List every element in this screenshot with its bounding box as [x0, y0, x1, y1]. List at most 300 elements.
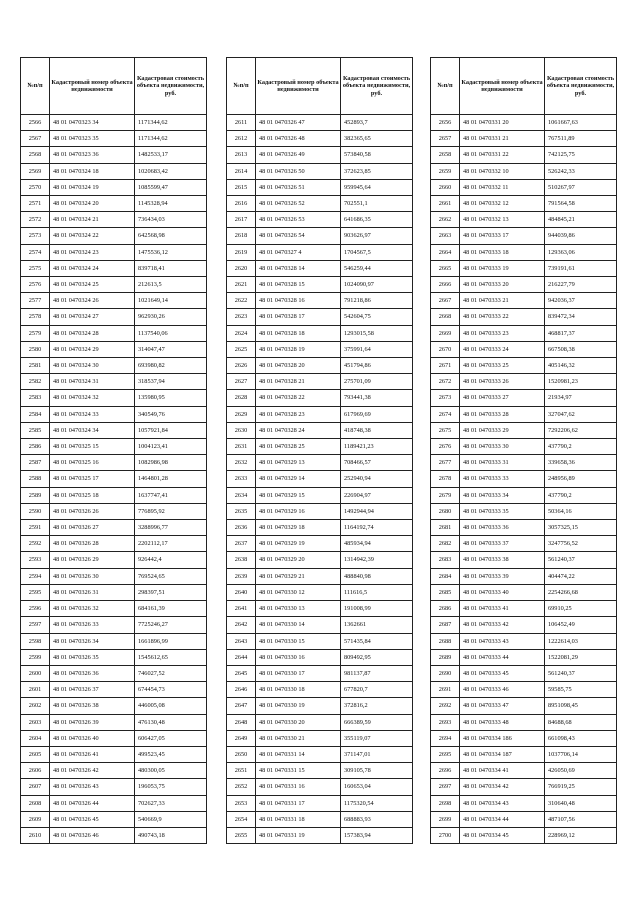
table-row — [227, 649, 413, 665]
cadastral-number-cell: 48 01 0470333 39 — [460, 568, 545, 584]
row-number-cell: 2696 — [431, 763, 460, 779]
table-row — [227, 779, 413, 795]
cadastral-number-cell: 48 01 0470334 187 — [460, 746, 545, 762]
column-header-num: №п/п — [21, 58, 50, 115]
row-number-cell: 2655 — [227, 827, 256, 843]
cadastral-number-cell: 48 01 0470328 24 — [256, 422, 341, 438]
table-row — [227, 244, 413, 260]
cadastral-number-cell: 48 01 0470333 23 — [460, 325, 545, 341]
cadastral-number-cell: 48 01 0470326 28 — [50, 536, 135, 552]
cadastral-value-cell: 160653,04 — [341, 779, 413, 795]
cadastral-value-cell: 252940,94 — [341, 471, 413, 487]
cadastral-value-cell: 767511,89 — [545, 131, 617, 147]
cadastral-number-cell: 48 01 0470333 28 — [460, 406, 545, 422]
cadastral-value-cell: 226904,97 — [341, 487, 413, 503]
table-row — [227, 293, 413, 309]
cadastral-value-cell: 1145328,94 — [135, 196, 207, 212]
row-number-cell: 2665 — [431, 260, 460, 276]
cadastral-number-cell: 48 01 0470324 21 — [50, 212, 135, 228]
cadastral-value-cell: 375991,64 — [341, 341, 413, 357]
cadastral-number-cell: 48 01 0470329 21 — [256, 568, 341, 584]
cadastral-value-cell: 437790,2 — [545, 487, 617, 503]
table-row — [431, 552, 617, 568]
cadastral-number-cell: 48 01 0470330 20 — [256, 714, 341, 730]
table-row — [431, 179, 617, 195]
cadastral-number-cell: 48 01 0470328 16 — [256, 293, 341, 309]
row-number-cell: 2638 — [227, 552, 256, 568]
cadastral-number-cell: 48 01 0470324 25 — [50, 277, 135, 293]
cadastral-value-cell: 1520981,23 — [545, 374, 617, 390]
table-row — [227, 471, 413, 487]
row-number-cell: 2569 — [21, 163, 50, 179]
table-row — [227, 746, 413, 762]
table-row — [431, 827, 617, 843]
cadastral-number-cell: 48 01 0470333 26 — [460, 374, 545, 390]
cadastral-value-cell: 546259,44 — [341, 260, 413, 276]
cadastral-value-cell: 944039,86 — [545, 228, 617, 244]
cadastral-value-cell: 476130,48 — [135, 714, 207, 730]
table-row — [431, 811, 617, 827]
table-row — [21, 552, 207, 568]
cadastral-value-cell: 1164192,74 — [341, 520, 413, 536]
cadastral-value-cell: 405146,32 — [545, 358, 617, 374]
cadastral-number-cell: 48 01 0470329 16 — [256, 503, 341, 519]
table-row — [431, 698, 617, 714]
cadastral-value-cell: 487107,56 — [545, 811, 617, 827]
cadastral-number-cell: 48 01 0470333 46 — [460, 682, 545, 698]
cadastral-value-cell: 561240,37 — [545, 552, 617, 568]
header-row — [21, 58, 207, 115]
cadastral-value-cell: 1037706,14 — [545, 746, 617, 762]
cadastral-value-cell: 310640,48 — [545, 795, 617, 811]
row-number-cell: 2581 — [21, 358, 50, 374]
cadastral-number-cell: 48 01 0470328 17 — [256, 309, 341, 325]
cadastral-value-cell: 157383,94 — [341, 827, 413, 843]
table-row — [21, 633, 207, 649]
table-row — [431, 795, 617, 811]
cadastral-value-cell: 327047,62 — [545, 406, 617, 422]
row-number-cell: 2616 — [227, 196, 256, 212]
table-row — [21, 179, 207, 195]
cadastral-value-cell: 248956,89 — [545, 471, 617, 487]
cadastral-number-cell: 48 01 0470323 35 — [50, 131, 135, 147]
row-number-cell: 2678 — [431, 471, 460, 487]
table-row — [21, 212, 207, 228]
row-number-cell: 2661 — [431, 196, 460, 212]
cadastral-value-cell: 309105,78 — [341, 763, 413, 779]
cadastral-number-cell: 48 01 0470327 4 — [256, 244, 341, 260]
table-row — [227, 584, 413, 600]
row-number-cell: 2646 — [227, 682, 256, 698]
cadastral-value-cell: 275701,09 — [341, 374, 413, 390]
cadastral-number-cell: 48 01 0470333 30 — [460, 439, 545, 455]
cadastral-value-cell: 677820,7 — [341, 682, 413, 698]
table-row — [21, 520, 207, 536]
cadastral-value-cell: 641686,35 — [341, 212, 413, 228]
cadastral-number-cell: 48 01 0470333 47 — [460, 698, 545, 714]
table-row — [227, 341, 413, 357]
table-row — [431, 503, 617, 519]
row-number-cell: 2677 — [431, 455, 460, 471]
cadastral-value-cell: 355119,07 — [341, 730, 413, 746]
table-row — [21, 779, 207, 795]
table-row — [431, 196, 617, 212]
table-row — [227, 698, 413, 714]
cadastral-value-cell: 1021649,14 — [135, 293, 207, 309]
cadastral-value-cell: 791218,86 — [341, 293, 413, 309]
table-row — [227, 196, 413, 212]
table-row — [227, 309, 413, 325]
cadastral-value-cell: 642568,98 — [135, 228, 207, 244]
cadastral-number-cell: 48 01 0470326 40 — [50, 730, 135, 746]
cadastral-number-cell: 48 01 0470324 27 — [50, 309, 135, 325]
cadastral-number-cell: 48 01 0470325 15 — [50, 439, 135, 455]
table-row — [21, 730, 207, 746]
row-number-cell: 2629 — [227, 406, 256, 422]
table-row — [21, 471, 207, 487]
cadastral-value-cell: 959945,64 — [341, 179, 413, 195]
cadastral-value-cell: 667508,38 — [545, 341, 617, 357]
table-row — [21, 698, 207, 714]
table-row — [431, 439, 617, 455]
row-number-cell: 2578 — [21, 309, 50, 325]
column-header-cadastral-number: Кадастровый номер объекта недвижимости — [50, 58, 135, 115]
row-number-cell: 2606 — [21, 763, 50, 779]
table-row — [227, 406, 413, 422]
row-number-cell: 2586 — [21, 439, 50, 455]
table-row — [21, 763, 207, 779]
row-number-cell: 2631 — [227, 439, 256, 455]
row-number-cell: 2582 — [21, 374, 50, 390]
row-number-cell: 2610 — [21, 827, 50, 843]
column-header-cadastral-value: Кадастровая стоимость объекта недвижимости, руб. — [135, 58, 207, 115]
cadastral-value-cell: 1004123,41 — [135, 439, 207, 455]
table-row — [431, 374, 617, 390]
cadastral-table-2 — [226, 57, 413, 844]
header-row — [227, 58, 413, 115]
table-row — [431, 471, 617, 487]
table-row — [431, 341, 617, 357]
cadastral-number-cell: 48 01 0470331 20 — [460, 115, 545, 131]
row-number-cell: 2651 — [227, 763, 256, 779]
table-row — [227, 633, 413, 649]
column-header-cadastral-value: Кадастровая стоимость объекта недвижимости, руб. — [341, 58, 413, 115]
cadastral-number-cell: 48 01 0470324 30 — [50, 358, 135, 374]
cadastral-value-cell: 490743,18 — [135, 827, 207, 843]
table-row — [431, 277, 617, 293]
table-row — [227, 503, 413, 519]
cadastral-value-cell: 839718,41 — [135, 260, 207, 276]
cadastral-value-cell: 769524,65 — [135, 568, 207, 584]
table-row — [431, 212, 617, 228]
row-number-cell: 2670 — [431, 341, 460, 357]
row-number-cell: 2615 — [227, 179, 256, 195]
table-row — [431, 536, 617, 552]
cadastral-value-cell: 298397,51 — [135, 584, 207, 600]
table-row — [21, 358, 207, 374]
row-number-cell: 2600 — [21, 665, 50, 681]
cadastral-number-cell: 48 01 0470333 48 — [460, 714, 545, 730]
cadastral-number-cell: 48 01 0470333 41 — [460, 601, 545, 617]
cadastral-value-cell: 191008,99 — [341, 601, 413, 617]
row-number-cell: 2628 — [227, 390, 256, 406]
cadastral-value-cell: 903626,97 — [341, 228, 413, 244]
row-number-cell: 2618 — [227, 228, 256, 244]
table-row — [431, 406, 617, 422]
cadastral-number-cell: 48 01 0470326 32 — [50, 601, 135, 617]
row-number-cell: 2626 — [227, 358, 256, 374]
table-row — [21, 568, 207, 584]
row-number-cell: 2667 — [431, 293, 460, 309]
cadastral-value-cell: 1464801,28 — [135, 471, 207, 487]
table-row — [21, 487, 207, 503]
row-number-cell: 2697 — [431, 779, 460, 795]
row-number-cell: 2602 — [21, 698, 50, 714]
row-number-cell: 2640 — [227, 584, 256, 600]
cadastral-value-cell: 437790,2 — [545, 439, 617, 455]
cadastral-number-cell: 48 01 0470324 28 — [50, 325, 135, 341]
cadastral-number-cell: 48 01 0470333 18 — [460, 244, 545, 260]
row-number-cell: 2570 — [21, 179, 50, 195]
table-row — [431, 260, 617, 276]
cadastral-number-cell: 48 01 0470326 54 — [256, 228, 341, 244]
table-row — [227, 390, 413, 406]
cadastral-number-cell: 48 01 0470325 18 — [50, 487, 135, 503]
cadastral-number-cell: 48 01 0470331 21 — [460, 131, 545, 147]
row-number-cell: 2650 — [227, 746, 256, 762]
table-row — [227, 163, 413, 179]
row-number-cell: 2700 — [431, 827, 460, 843]
row-number-cell: 2573 — [21, 228, 50, 244]
header-row — [431, 58, 617, 115]
cadastral-number-cell: 48 01 0470333 19 — [460, 260, 545, 276]
cadastral-value-cell: 499523,45 — [135, 746, 207, 762]
table-row — [21, 390, 207, 406]
row-number-cell: 2681 — [431, 520, 460, 536]
cadastral-value-cell: 371147,01 — [341, 746, 413, 762]
cadastral-value-cell: 746027,52 — [135, 665, 207, 681]
cadastral-number-cell: 48 01 0470333 43 — [460, 633, 545, 649]
cadastral-number-cell: 48 01 0470330 14 — [256, 617, 341, 633]
cadastral-number-cell: 48 01 0470334 41 — [460, 763, 545, 779]
row-number-cell: 2588 — [21, 471, 50, 487]
cadastral-number-cell: 48 01 0470334 45 — [460, 827, 545, 843]
cadastral-number-cell: 48 01 0470333 31 — [460, 455, 545, 471]
cadastral-number-cell: 48 01 0470324 24 — [50, 260, 135, 276]
cadastral-value-cell: 510267,97 — [545, 179, 617, 195]
cadastral-number-cell: 48 01 0470324 22 — [50, 228, 135, 244]
row-number-cell: 2649 — [227, 730, 256, 746]
cadastral-value-cell: 1362661 — [341, 617, 413, 633]
row-number-cell: 2658 — [431, 147, 460, 163]
table-row — [227, 374, 413, 390]
table-row — [431, 763, 617, 779]
table-row — [227, 552, 413, 568]
cadastral-value-cell: 708466,57 — [341, 455, 413, 471]
cadastral-value-cell: 1222614,03 — [545, 633, 617, 649]
cadastral-number-cell: 48 01 0470329 18 — [256, 520, 341, 536]
cadastral-value-cell: 451794,86 — [341, 358, 413, 374]
row-number-cell: 2694 — [431, 730, 460, 746]
table-row — [431, 730, 617, 746]
cadastral-number-cell: 48 01 0470328 20 — [256, 358, 341, 374]
cadastral-number-cell: 48 01 0470333 17 — [460, 228, 545, 244]
cadastral-value-cell: 1189421,23 — [341, 439, 413, 455]
cadastral-value-cell: 318537,94 — [135, 374, 207, 390]
table-row — [227, 260, 413, 276]
table-row — [21, 665, 207, 681]
table-row — [227, 487, 413, 503]
cadastral-value-cell: 446005,08 — [135, 698, 207, 714]
row-number-cell: 2620 — [227, 260, 256, 276]
cadastral-value-cell: 484845,21 — [545, 212, 617, 228]
row-number-cell: 2668 — [431, 309, 460, 325]
row-number-cell: 2653 — [227, 795, 256, 811]
table-row — [227, 520, 413, 536]
row-number-cell: 2566 — [21, 115, 50, 131]
cadastral-value-cell: 739191,61 — [545, 260, 617, 276]
cadastral-number-cell: 48 01 0470333 44 — [460, 649, 545, 665]
table-row — [431, 390, 617, 406]
cadastral-number-cell: 48 01 0470326 26 — [50, 503, 135, 519]
cadastral-value-cell: 382365,65 — [341, 131, 413, 147]
cadastral-number-cell: 48 01 0470329 13 — [256, 455, 341, 471]
cadastral-number-cell: 48 01 0470324 33 — [50, 406, 135, 422]
cadastral-number-cell: 48 01 0470329 20 — [256, 552, 341, 568]
row-number-cell: 2614 — [227, 163, 256, 179]
cadastral-value-cell: 216227,79 — [545, 277, 617, 293]
cadastral-number-cell: 48 01 0470326 38 — [50, 698, 135, 714]
cadastral-number-cell: 48 01 0470333 21 — [460, 293, 545, 309]
cadastral-number-cell: 48 01 0470333 24 — [460, 341, 545, 357]
row-number-cell: 2699 — [431, 811, 460, 827]
cadastral-number-cell: 48 01 0470326 37 — [50, 682, 135, 698]
table-row — [227, 601, 413, 617]
cadastral-number-cell: 48 01 0470330 18 — [256, 682, 341, 698]
cadastral-number-cell: 48 01 0470326 31 — [50, 584, 135, 600]
row-number-cell: 2680 — [431, 503, 460, 519]
cadastral-value-cell: 7725246,27 — [135, 617, 207, 633]
table-row — [431, 682, 617, 698]
cadastral-number-cell: 48 01 0470330 12 — [256, 584, 341, 600]
table-row — [21, 617, 207, 633]
row-number-cell: 2683 — [431, 552, 460, 568]
cadastral-number-cell: 48 01 0470331 17 — [256, 795, 341, 811]
cadastral-value-cell: 7292206,62 — [545, 422, 617, 438]
row-number-cell: 2611 — [227, 115, 256, 131]
row-number-cell: 2604 — [21, 730, 50, 746]
row-number-cell: 2595 — [21, 584, 50, 600]
cadastral-number-cell: 48 01 0470331 15 — [256, 763, 341, 779]
row-number-cell: 2659 — [431, 163, 460, 179]
cadastral-number-cell: 48 01 0470333 22 — [460, 309, 545, 325]
table-row — [21, 746, 207, 762]
table-row — [21, 293, 207, 309]
row-number-cell: 2664 — [431, 244, 460, 260]
cadastral-value-cell: 561240,37 — [545, 665, 617, 681]
cadastral-number-cell: 48 01 0470330 19 — [256, 698, 341, 714]
cadastral-number-cell: 48 01 0470334 44 — [460, 811, 545, 827]
row-number-cell: 2585 — [21, 422, 50, 438]
cadastral-value-cell: 1492944,94 — [341, 503, 413, 519]
cadastral-number-cell: 48 01 0470326 42 — [50, 763, 135, 779]
row-number-cell: 2636 — [227, 520, 256, 536]
cadastral-number-cell: 48 01 0470328 15 — [256, 277, 341, 293]
row-number-cell: 2621 — [227, 277, 256, 293]
table-row — [21, 649, 207, 665]
table-row — [431, 115, 617, 131]
cadastral-number-cell: 48 01 0470324 29 — [50, 341, 135, 357]
row-number-cell: 2596 — [21, 601, 50, 617]
cadastral-value-cell: 59585,75 — [545, 682, 617, 698]
cadastral-number-cell: 48 01 0470326 52 — [256, 196, 341, 212]
row-number-cell: 2669 — [431, 325, 460, 341]
cadastral-value-cell: 468817,37 — [545, 325, 617, 341]
row-number-cell: 2693 — [431, 714, 460, 730]
row-number-cell: 2609 — [21, 811, 50, 827]
cadastral-value-cell: 791564,58 — [545, 196, 617, 212]
table-row — [227, 763, 413, 779]
cadastral-value-cell: 3057325,15 — [545, 520, 617, 536]
row-number-cell: 2576 — [21, 277, 50, 293]
table-row — [431, 520, 617, 536]
table-row — [21, 406, 207, 422]
cadastral-number-cell: 48 01 0470324 23 — [50, 244, 135, 260]
row-number-cell: 2687 — [431, 617, 460, 633]
cadastral-value-cell: 776895,92 — [135, 503, 207, 519]
cadastral-number-cell: 48 01 0470329 15 — [256, 487, 341, 503]
row-number-cell: 2574 — [21, 244, 50, 260]
row-number-cell: 2632 — [227, 455, 256, 471]
cadastral-value-cell: 1085599,47 — [135, 179, 207, 195]
row-number-cell: 2663 — [431, 228, 460, 244]
row-number-cell: 2684 — [431, 568, 460, 584]
table-row — [431, 163, 617, 179]
cadastral-value-cell: 571435,84 — [341, 633, 413, 649]
row-number-cell: 2673 — [431, 390, 460, 406]
table-row — [227, 131, 413, 147]
cadastral-number-cell: 48 01 0470329 19 — [256, 536, 341, 552]
column-header-cadastral-value: Кадастровая стоимость объекта недвижимости, руб. — [545, 58, 617, 115]
row-number-cell: 2594 — [21, 568, 50, 584]
row-number-cell: 2656 — [431, 115, 460, 131]
cadastral-value-cell: 962930,26 — [135, 309, 207, 325]
table-row — [431, 325, 617, 341]
cadastral-number-cell: 48 01 0470330 15 — [256, 633, 341, 649]
row-number-cell: 2642 — [227, 617, 256, 633]
row-number-cell: 2568 — [21, 147, 50, 163]
row-number-cell: 2689 — [431, 649, 460, 665]
table-row — [227, 147, 413, 163]
row-number-cell: 2686 — [431, 601, 460, 617]
cadastral-number-cell: 48 01 0470329 14 — [256, 471, 341, 487]
row-number-cell: 2617 — [227, 212, 256, 228]
cadastral-number-cell: 48 01 0470332 11 — [460, 179, 545, 195]
row-number-cell: 2676 — [431, 439, 460, 455]
row-number-cell: 2633 — [227, 471, 256, 487]
table-row — [227, 179, 413, 195]
row-number-cell: 2685 — [431, 584, 460, 600]
cadastral-number-cell: 48 01 0470326 34 — [50, 633, 135, 649]
table-row — [431, 487, 617, 503]
cadastral-table-1 — [20, 57, 207, 844]
table-row — [227, 827, 413, 843]
row-number-cell: 2662 — [431, 212, 460, 228]
table-row — [21, 374, 207, 390]
cadastral-number-cell: 48 01 0470332 13 — [460, 212, 545, 228]
row-number-cell: 2671 — [431, 358, 460, 374]
table-row — [431, 617, 617, 633]
